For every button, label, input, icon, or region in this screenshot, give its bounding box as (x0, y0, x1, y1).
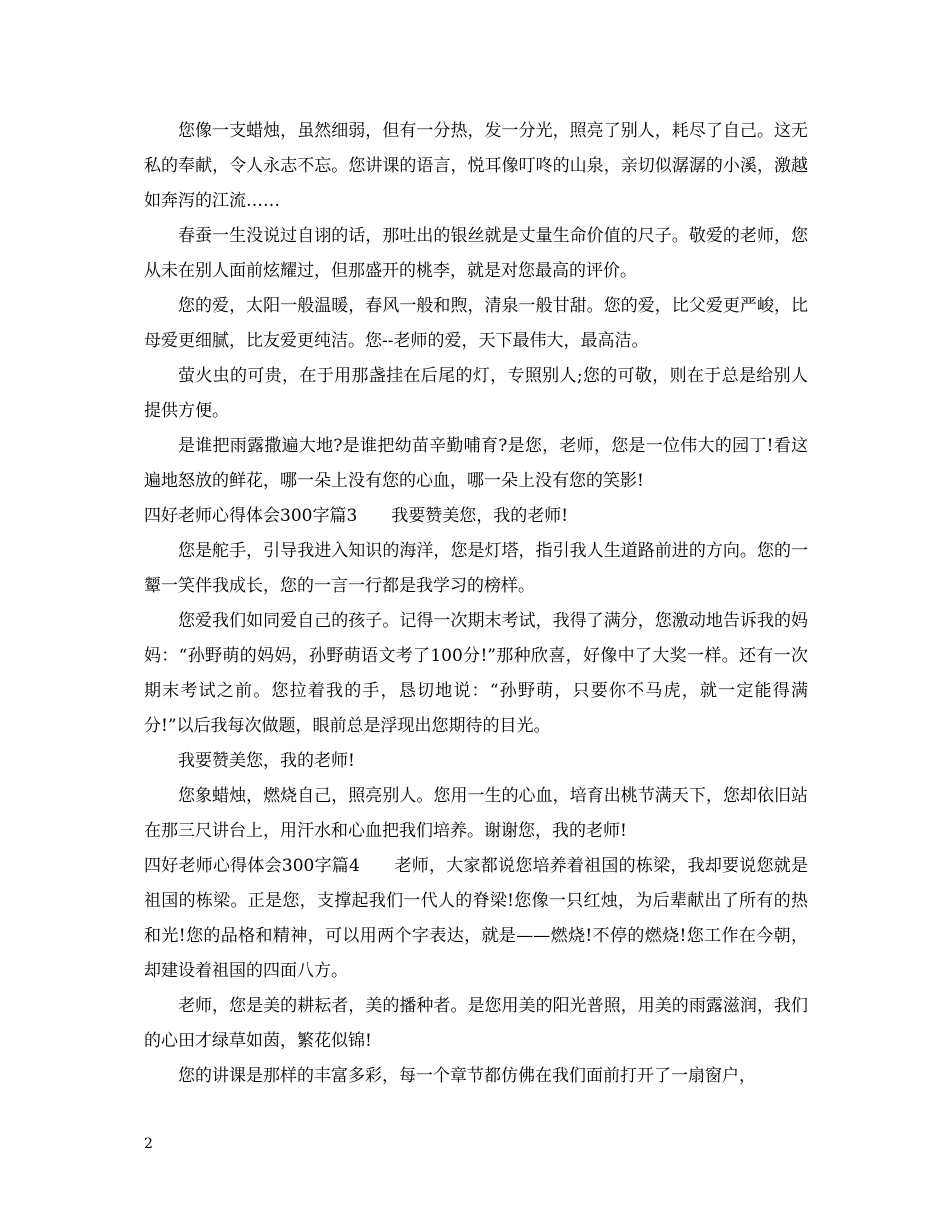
paragraph: 萤火虫的可贵，在于用那盏挂在后尾的灯，专照别人;您的可敬，则在于总是给别人提供方便。 (144, 366, 808, 421)
paragraph: 您象蜡烛，燃烧自己，照亮别人。您用一生的心血，培育出桃节满天下，您却依旧站在那三尺讲台上，用汗水和心血把我们培养。谢谢您，我的老师! (144, 786, 808, 841)
paragraph: 您的讲课是那样的丰富多彩，每一个章节都仿佛在我们面前打开了一扇窗户， (178, 1066, 756, 1086)
paragraph: 您像一支蜡烛，虽然细弱，但有一分热，发一分光，照亮了别人，耗尽了自己。这无私的奉献，令人永志不忘。您讲课的语言，悦耳像叮咚的山泉，亲切似潺潺的小溪，激越如奔泻的江流…… (144, 121, 808, 211)
page-number: 2 (144, 1136, 153, 1152)
section-heading-paragraph: 四好老师心得体会300字篇4 老师，大家都说您培养着祖国的栋梁，我却要说您就是祖国的栋梁。正是您，支撑起我们一代人的脊梁!您像一只红烛，为后辈献出了所有的热和光!您的品格和精神，可以用两个字表达，就是——燃烧!不停的燃烧!您工作在今朝，却建设着祖国的四面八方。 (144, 856, 808, 981)
paragraph: 老师，您是美的耕耘者，美的播种者。是您用美的阳光普照，用美的雨露滋润，我们的心田才绿草如茵，繁花似锦! (144, 996, 808, 1051)
document-body (144, 114, 808, 1094)
paragraph: 我要赞美您，我的老师! (178, 751, 355, 771)
paragraph: 春蚕一生没说过自诩的话，那吐出的银丝就是丈量生命价值的尺子。敬爱的老师，您从未在别人面前炫耀过，但那盛开的桃李，就是对您最高的评价。 (144, 226, 808, 281)
paragraph: 您爱我们如同爱自己的孩子。记得一次期末考试，我得了满分，您激动地告诉我的妈妈：“孙野萌的妈妈，孙野萌语文考了100分!”那种欣喜，好像中了大奖一样。还有一次期末考试之前。您拉着我的手，恳切地说：“孙野萌，只要你不马虎，就一定能得满分!”以后我每次做题，眼前总是浮现出您期待的目光。 (144, 611, 808, 736)
section-heading-paragraph: 四好老师心得体会300字篇3 我要赞美您，我的老师! (144, 506, 569, 526)
paragraph: 您是舵手，引导我进入知识的海洋，您是灯塔，指引我人生道路前进的方向。您的一颦一笑伴我成长，您的一言一行都是我学习的榜样。 (144, 541, 808, 596)
paragraph: 是谁把雨露撒遍大地?是谁把幼苗辛勤哺育?是您，老师，您是一位伟大的园丁!看这遍地怒放的鲜花，哪一朵上没有您的心血，哪一朵上没有您的笑影! (144, 436, 808, 491)
paragraph: 您的爱，太阳一般温暖，春风一般和煦，清泉一般甘甜。您的爱，比父爱更严峻，比母爱更细腻，比友爱更纯洁。您--老师的爱，天下最伟大，最高洁。 (144, 296, 808, 351)
